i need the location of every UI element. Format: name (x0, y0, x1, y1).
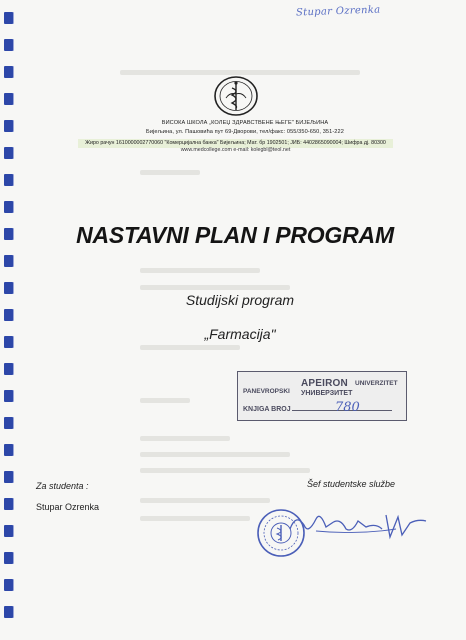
document-subtitle: Studijski program (185, 292, 295, 308)
binding-hole (4, 66, 13, 78)
signature (286, 505, 436, 545)
stamp-book-label: KNJIGA BROJ (243, 406, 291, 413)
binding-hole (4, 282, 13, 294)
institution-address: Бијељина, ул. Пашовића пут 69-Дворови, тел/факс: 055/350-650, 351-222 (146, 129, 344, 135)
institution-name: ВИСОКА ШКОЛА „КОЛЕЏ ЗДРАВСТВЕНЕ ЊЕГЕ" БИЈЕЉИНА (161, 120, 329, 126)
binding-hole (4, 12, 13, 24)
binding-hole (4, 390, 13, 402)
binding-hole (4, 363, 13, 375)
binding-hole (4, 120, 13, 132)
institution-registry: Жиро рачун 1610000002770060 "Комерцијална банка" Бијељина; Мат. бр 1902501; ЈИБ: 4402865090004; Шифра дј. 80300 (78, 139, 393, 148)
binding-hole (4, 255, 13, 267)
binding-hole (4, 336, 13, 348)
student-name: Stupar Ozrenka (36, 502, 100, 512)
stamp-org-left: PANEVROPSKI (243, 388, 290, 395)
binding-hole (4, 93, 13, 105)
binding-hole (4, 552, 13, 564)
stamp-book-number: 780 (335, 400, 360, 415)
institution-logo (212, 74, 260, 118)
binding-hole (4, 147, 13, 159)
handwritten-note: Stupar Ozrenka (295, 4, 381, 19)
institution-web: www.medcollege.com e-mail: kolegbl@teol.net (180, 147, 291, 153)
student-label: Za studenta : (36, 481, 89, 491)
office-label: Šef studentske službe (307, 479, 396, 489)
stamp-org-mid-top: APEIRON (301, 378, 348, 389)
binding-hole (4, 525, 13, 537)
binding-hole (4, 201, 13, 213)
binding-hole (4, 471, 13, 483)
spiral-binding (4, 0, 16, 640)
registration-stamp (237, 371, 407, 421)
binding-hole (4, 309, 13, 321)
binding-hole (4, 498, 13, 510)
binding-hole (4, 444, 13, 456)
binding-hole (4, 579, 13, 591)
binding-hole (4, 417, 13, 429)
document-title: NASTAVNI PLAN I PROGRAM (76, 222, 394, 248)
binding-hole (4, 228, 13, 240)
binding-hole (4, 39, 13, 51)
study-program: „Farmacija" (204, 326, 276, 342)
stamp-org-right: UNIVERZITET (355, 380, 398, 387)
binding-hole (4, 174, 13, 186)
stamp-org-mid-bottom: УНИВЕРЗИТЕТ (301, 390, 353, 397)
binding-hole (4, 606, 13, 618)
